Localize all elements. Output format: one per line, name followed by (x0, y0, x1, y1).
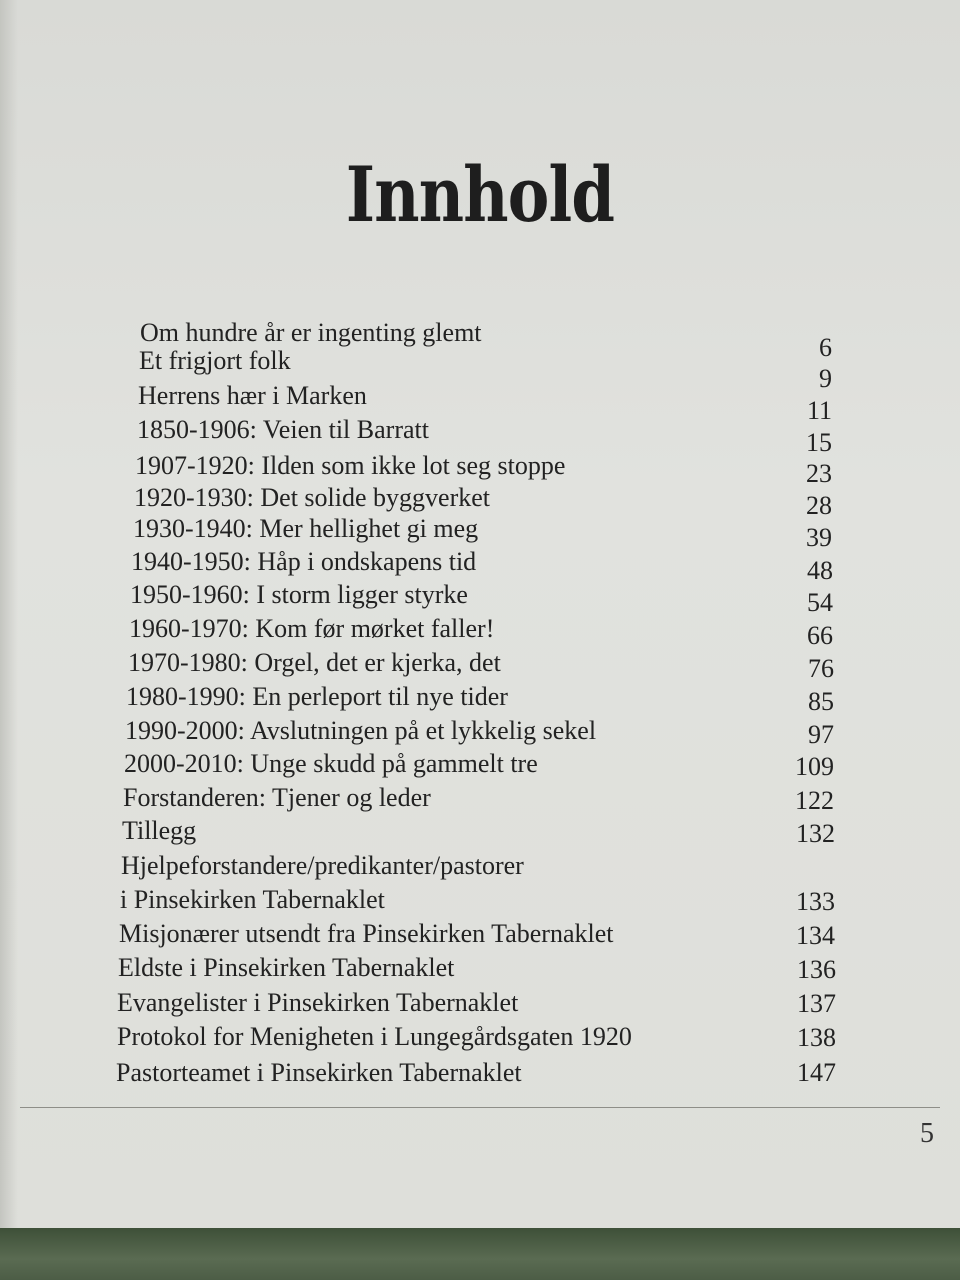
toc-entry-title: Evangelister i Pinsekirken Tabernaklet (117, 988, 519, 1017)
toc-entry-title: 2000-2010: Unge skudd på gammelt tre (124, 749, 538, 778)
toc-entry-page: 133 (796, 887, 835, 916)
toc-entry-page: 9 (819, 364, 832, 393)
toc-entry-title: Pastorteamet i Pinsekirken Tabernaklet (116, 1058, 522, 1087)
page-title: Innhold (345, 150, 615, 239)
toc-entry-page: 122 (795, 786, 834, 815)
toc-entry-title: Om hundre år er ingenting glemt (140, 318, 482, 347)
toc-entry-title: Herrens hær i Marken (138, 381, 367, 410)
toc-entry-page: 6 (819, 333, 832, 362)
toc-entry-page: 137 (797, 989, 836, 1018)
toc-entry-page: 23 (806, 459, 832, 488)
toc-entry-page: 132 (796, 819, 835, 848)
toc-entry-title: i Pinsekirken Tabernaklet (120, 885, 385, 914)
toc-entry-page: 138 (797, 1023, 836, 1052)
toc-entry-page: 136 (797, 955, 836, 984)
toc-entry-page: 134 (796, 921, 835, 950)
toc-entry-title: 1940-1950: Håp i ondskapens tid (131, 547, 477, 576)
toc-entry-title: 1980-1990: En perleport til nye tider (126, 682, 508, 711)
toc-entry-title: Protokol for Menigheten i Lungegårdsgaten 1920 (117, 1022, 632, 1051)
toc-entry-page: 28 (806, 491, 832, 520)
toc-entry-page: 109 (795, 752, 834, 781)
toc-entry-title: 1960-1970: Kom før mørket faller! (129, 614, 495, 643)
toc-entry-title: Et frigjort folk (139, 346, 291, 375)
toc-entry-title: 1950-1960: I storm ligger styrke (130, 580, 468, 609)
toc-entry-title: 1907-1920: Ilden som ikke lot seg stoppe (135, 451, 566, 480)
footer-rule (20, 1107, 940, 1108)
toc-entry-page: 54 (807, 588, 833, 617)
toc-entry-page: 11 (806, 396, 832, 425)
toc-entry-page: 15 (806, 428, 832, 457)
toc-entry-page: 76 (808, 654, 834, 683)
toc-entry-title: Tillegg (122, 816, 197, 845)
page-number: 5 (920, 1118, 934, 1149)
toc-entry-page: 48 (807, 556, 833, 585)
toc-entry-title: Eldste i Pinsekirken Tabernaklet (118, 953, 455, 982)
toc-entry-title: Forstanderen: Tjener og leder (123, 783, 431, 812)
toc-entry-title: 1930-1940: Mer hellighet gi meg (133, 514, 479, 543)
table-surface (0, 1228, 960, 1280)
toc-entry-title: 1850-1906: Veien til Barratt (137, 415, 429, 444)
toc-entry-title: 1970-1980: Orgel, det er kjerka, det (128, 648, 501, 677)
toc-entry-title: 1920-1930: Det solide byggverket (134, 483, 490, 512)
toc-entry-page: 147 (797, 1058, 836, 1087)
toc-entry-page: 66 (807, 621, 833, 650)
toc-entry-title: 1990-2000: Avslutningen på et lykkelig sekel (125, 716, 597, 745)
toc-entry-page: 39 (806, 523, 832, 552)
toc-entry-title: Hjelpeforstandere/predikanter/pastorer (121, 851, 524, 880)
toc-entry-title: Misjonærer utsendt fra Pinsekirken Tabernaklet (119, 919, 614, 948)
toc-entry-page: 97 (808, 720, 834, 749)
toc-entry-page: 85 (808, 687, 834, 716)
